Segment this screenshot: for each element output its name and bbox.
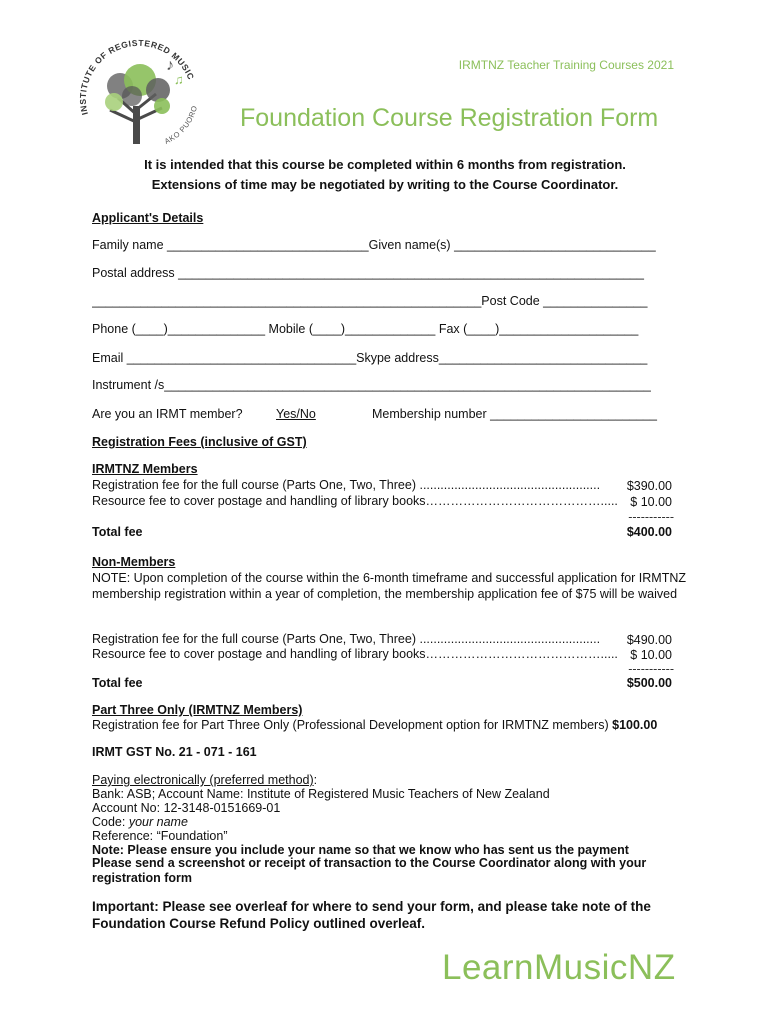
non-members-total-value: $500.00 (626, 676, 672, 690)
non-members-resource-fee-value: $ 10.00 (620, 647, 672, 663)
payment-code-value: your name (128, 815, 188, 829)
bank-details: Bank: ASB; Account Name: Institute of Registered Music Teachers of New Zealand (92, 787, 550, 801)
svg-text:♪: ♪ (166, 57, 174, 74)
learnmusicnz-brand: LearnMusicNZ (442, 948, 676, 987)
members-course-fee-label: Registration fee for the full course (Parts One, Two, Three) .................................................... (92, 478, 601, 492)
members-total-value: $400.00 (626, 525, 672, 539)
part-three-fee (92, 717, 657, 733)
members-course-fee-value: $390.00 (620, 478, 672, 494)
part-three-heading: Part Three Only (IRMTNZ Members) (92, 703, 303, 717)
payment-reference: Reference: “Foundation” (92, 829, 228, 843)
page-title: Foundation Course Registration Form (240, 104, 659, 132)
payment-heading-colon: : (313, 773, 318, 787)
intro-line-1: It is intended that this course be completed within 6 months from registration. (144, 157, 626, 172)
gst-number: IRMT GST No. 21 - 071 - 161 (92, 745, 257, 759)
instrument-field[interactable]: Instrument /s______________________________________________________________________ (92, 378, 651, 392)
svg-text:♫: ♫ (174, 72, 184, 87)
applicant-heading: Applicant's Details (92, 211, 204, 225)
members-total-label: Total fee (92, 525, 143, 539)
member-question: Are you an IRMT member? (92, 407, 243, 421)
membership-number-field[interactable]: Membership number ________________________ (372, 407, 657, 421)
important-notice: Important: Please see overleaf for where to send your form, and please take note of the Foundation Course Refund Policy outlined overleaf. (92, 899, 651, 931)
payment-note: Note: Please ensure you include your name so that we know who has sent us the payment (92, 843, 629, 857)
members-divider: ----------- (628, 510, 674, 524)
irmtnz-logo (70, 36, 206, 152)
members-heading: IRMTNZ Members (92, 462, 198, 476)
non-members-note: NOTE: Upon completion of the course within the 6-month timeframe and successful application for IRMTNZ membership registration within a year of completion, the membership application fee of $75 will be waived (92, 571, 687, 601)
postal-address-field[interactable]: Postal address ___________________________________________________________________ (92, 266, 644, 280)
members-resource-fee-label: Resource fee to cover postage and handling of library books……………………………………..... (92, 494, 618, 508)
non-members-divider: ----------- (628, 662, 674, 676)
members-resource-fee-value: $ 10.00 (620, 494, 672, 510)
non-members-heading: Non-Members (92, 555, 176, 569)
member-yes-no[interactable]: Yes/No (276, 407, 316, 421)
course-year-subtitle: IRMTNZ Teacher Training Courses 2021 (458, 58, 674, 72)
family-name-field[interactable]: Family name _____________________________Given name(s) _____________________________ (92, 238, 656, 252)
screenshot-instruction: Please send a screenshot or receipt of transaction to the Course Coordinator along with your registration form (92, 856, 647, 885)
logo-arc-text: INSTITUTE OF REGISTERED MUSIC (77, 37, 197, 117)
payment-code-label: Code: (92, 815, 129, 829)
phone-field[interactable]: Phone (____)______________ Mobile (____)_____________ Fax (____)____________________ (92, 322, 639, 336)
part-three-fee-label: Registration fee for Part Three Only (Professional Development option for IRMTNZ members) (92, 718, 609, 732)
non-members-total-label: Total fee (92, 676, 143, 690)
intro-line-2: Extensions of time may be negotiated by writing to the Course Coordinator. (151, 177, 619, 192)
fees-heading: Registration Fees (inclusive of GST) (92, 435, 307, 449)
email-field[interactable]: Email _________________________________Skype address______________________________ (92, 351, 648, 365)
account-number: Account No: 12-3148-0151669-01 (92, 801, 281, 815)
non-members-course-fee-value: $490.00 (620, 632, 672, 648)
part-three-fee-value: $100.00 (612, 718, 658, 732)
post-code-field[interactable]: ________________________________________________________Post Code _______________ (92, 294, 648, 308)
non-members-resource-fee-label: Resource fee to cover postage and handling of library books……………………………………..... (92, 647, 618, 661)
logo-arc-text-bottom: AKO PUORO (162, 104, 200, 146)
non-members-course-fee-label: Registration fee for the full course (Parts One, Two, Three) .................................................... (92, 632, 601, 646)
payment-heading: Paying electronically (preferred method) (92, 773, 314, 787)
